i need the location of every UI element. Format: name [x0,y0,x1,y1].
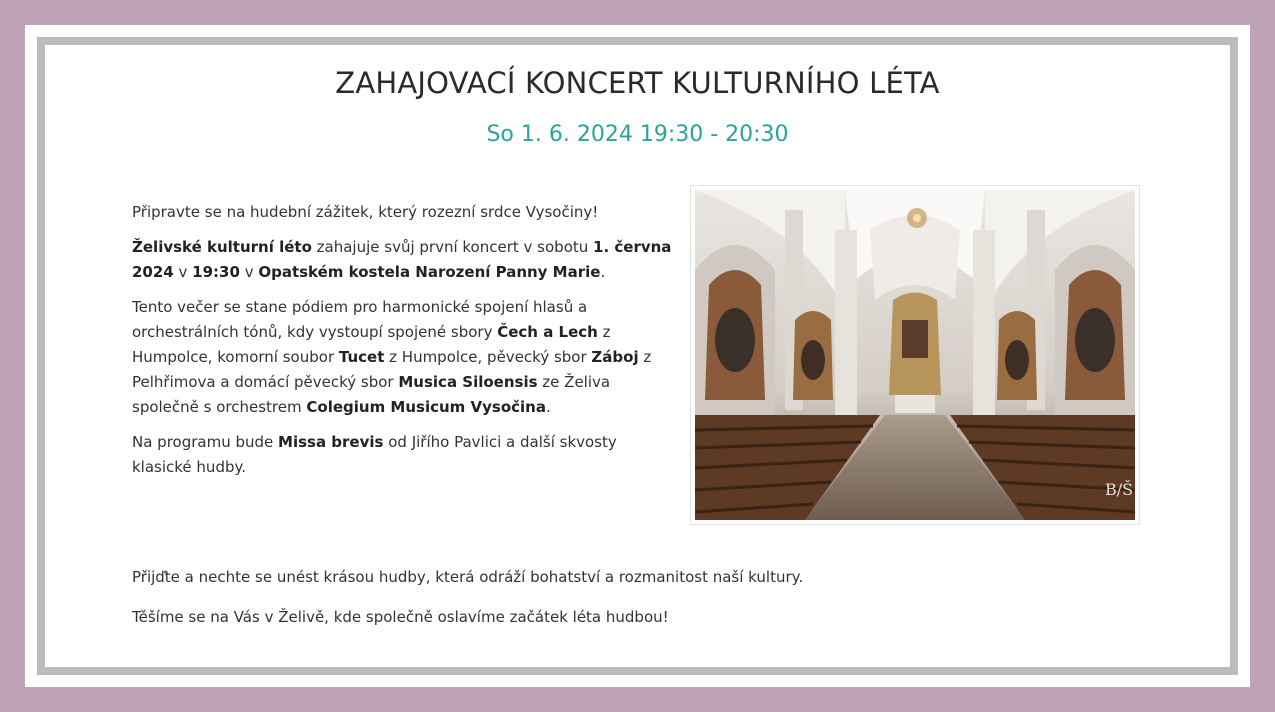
church-interior-photo [690,185,1140,525]
text-span: z Pelhřimova a domácí pěvecký sbor [132,348,652,391]
program-piece: Missa brevis [278,433,384,451]
photo-watermark: B/Š [1105,480,1134,499]
event-title: ZAHAJOVACÍ KONCERT KULTURNÍHO LÉTA [335,66,940,100]
performer-name: Colegium Musicum Vysočina [306,398,546,416]
event-description [132,200,677,490]
text-span: od Jiřího Pavlici a další skvosty klasické hudby. [132,433,617,476]
text-span: v [239,263,259,281]
performer-name: Čech a Lech [497,323,598,341]
church-interior-image [695,190,1135,520]
event-datetime: So 1. 6. 2024 19:30 - 20:30 [486,122,789,147]
text-span: . [600,263,606,281]
text-span: z Humpolce, pěvecký sbor [384,348,592,366]
intro-paragraph: Připravte se na hudební zážitek, který rozezní srdce Vysočiny! [132,203,599,221]
text-span: v [173,263,193,281]
text-span: . [545,398,551,416]
festival-name: Želivské kulturní léto [132,238,312,256]
performer-name: Tucet [338,348,385,366]
program-paragraph [132,430,677,480]
event-time: 19:30 [192,263,240,281]
text-span: zahajuje svůj první koncert v sobotu [311,238,594,256]
text-span: Tento večer se stane pódiem pro harmonické spojení hlasů a orchestrálních tónů, kdy vystoupí spojené sbory [132,298,588,341]
performer-name: Záboj [591,348,639,366]
text-span: z Humpolce, komorní soubor [132,323,611,366]
date-paragraph [132,235,677,285]
text-span: ze Želiva společně s orchestrem [132,373,611,416]
closing-paragraph: Těšíme se na Vás v Želivě, kde společně oslavíme začátek léta hudbou! [132,608,669,626]
event-date: 1. června 2024 [132,238,672,281]
invitation-paragraph: Přijďte a nechte se unést krásou hudby, která odráží bohatství a rozmanitost naší kultury. [132,568,804,586]
venue-name: Opatském kostela Narození Panny Marie [258,263,601,281]
performer-name: Musica Siloensis [398,373,538,391]
performers-paragraph [132,295,677,420]
text-span: Na programu bude [132,433,279,451]
